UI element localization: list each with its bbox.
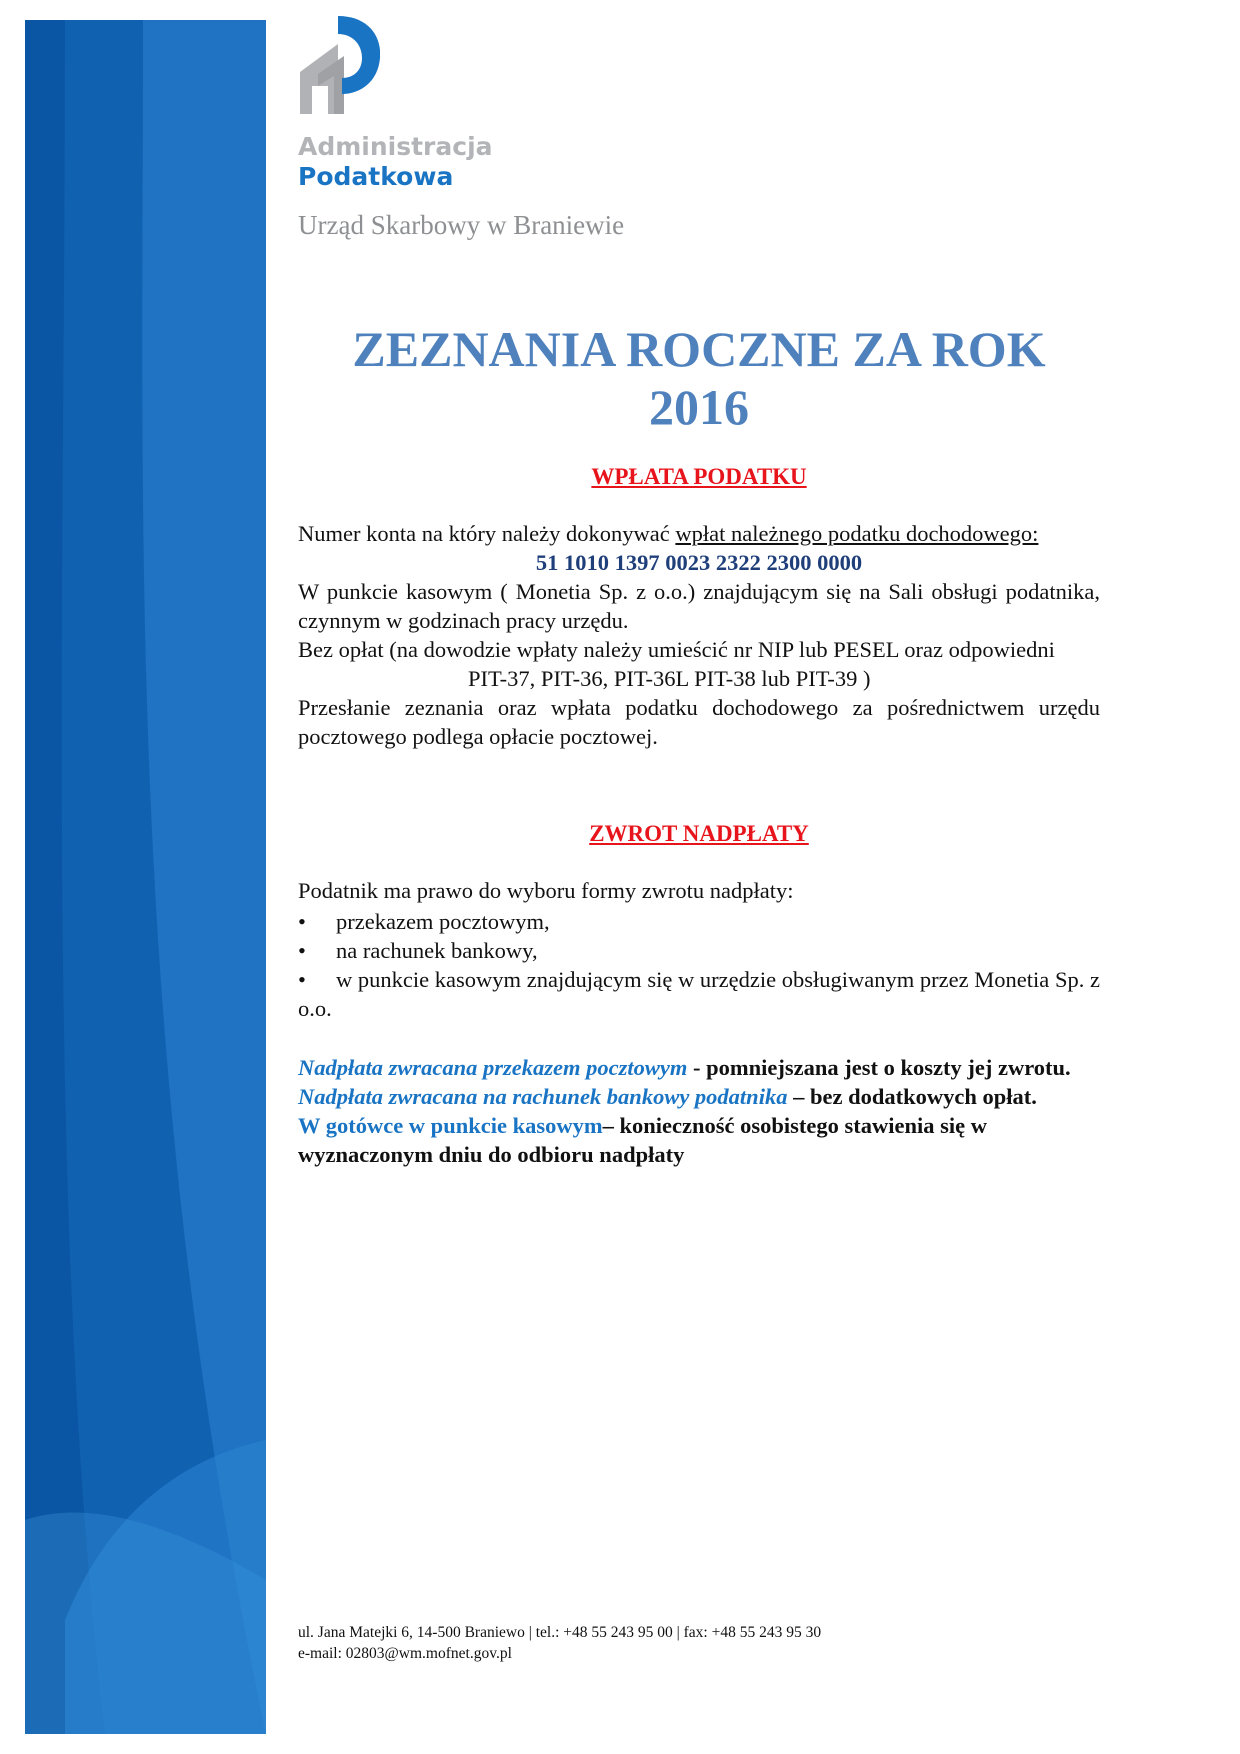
refund-note-cash-lead: W gotówce w punkcie kasowym — [298, 1113, 603, 1138]
logo-line-podatkowa: Podatkowa — [298, 162, 454, 191]
refund-note-postal-sep: - — [687, 1055, 707, 1080]
refund-note-cash-text: konieczność osobistego stawienia się w wyznaczonym dniu do odbioru nadpłaty — [298, 1113, 987, 1167]
list-item — [298, 936, 1100, 965]
payment-intro-underlined: wpłat należnego podatku dochodowego: — [675, 521, 1039, 546]
footer — [298, 1622, 821, 1664]
logo — [298, 12, 548, 202]
payment-postal-note: Przesłanie zeznania oraz wpłata podatku dochodowego za pośrednictwem urzędu pocztowego podlega opłacie pocztowej. — [298, 695, 1100, 749]
payment-cashdesk: W punkcie kasowym ( Monetia Sp. z o.o.) znajdującym się na Sali obsługi podatnika, czynnym w godzinach pracy urzędu. — [298, 579, 1100, 633]
refund-note-cash-sep: – — [602, 1113, 620, 1138]
payment-intro-text: Numer konta na który należy dokonywać — [298, 521, 670, 546]
bank-account-number: 51 1010 1397 0023 2322 2300 0000 — [535, 550, 863, 575]
refund-intro: Podatnik ma prawo do wyboru formy zwrotu nadpłaty: — [298, 878, 794, 903]
bullet-icon: • — [298, 967, 306, 992]
refund-options-list — [298, 907, 1100, 1023]
bullet-icon: • — [298, 938, 306, 963]
refund-note-bank-lead: Nadpłata zwracana na rachunek bankowy podatnika — [298, 1084, 788, 1109]
refund-heading: ZWROT NADPŁATY — [589, 821, 809, 846]
band-pattern — [25, 20, 266, 1734]
payment-intro — [298, 519, 1100, 548]
refund-note-bank-text: bez dodatkowych opłat. — [809, 1084, 1037, 1109]
payment-heading: WPŁATA PODATKU — [591, 464, 807, 489]
refund-option-cashdesk: w punkcie kasowym znajdującym się w urzędzie obsługiwanym przez Monetia Sp. z o.o. — [298, 967, 1100, 1021]
title-line-1: ZEZNANIA ROCZNE ZA ROK — [352, 321, 1046, 377]
list-item — [298, 907, 1100, 936]
refund-note-bank — [298, 1082, 1100, 1111]
logo-wordmark — [298, 132, 493, 192]
refund-note-bank-sep: – — [787, 1084, 810, 1109]
footer-address: ul. Jana Matejki 6, 14-500 Braniewo | tel.: +48 55 243 95 00 | fax: +48 55 243 95 30 — [298, 1624, 822, 1641]
logo-line-administracja: Administracja — [298, 132, 493, 161]
administracja-podatkowa-logo-icon — [298, 14, 380, 124]
refund-note-cash — [298, 1111, 1100, 1169]
refund-note-postal — [298, 1053, 1100, 1082]
list-item — [298, 965, 1100, 1023]
refund-option-bank: na rachunek bankowy, — [336, 938, 538, 963]
bullet-icon: • — [298, 909, 306, 934]
footer-email: e-mail: 02803@wm.mofnet.gov.pl — [298, 1645, 512, 1662]
payment-pit-forms: PIT-37, PIT-36, PIT-36L PIT-38 lub PIT-39 ) — [468, 666, 871, 691]
office-name: Urząd Skarbowy w Braniewie — [298, 210, 625, 240]
refund-option-postal: przekazem pocztowym, — [336, 909, 550, 934]
page-title — [298, 320, 1100, 436]
refund-note-postal-lead: Nadpłata zwracana przekazem pocztowym — [298, 1055, 688, 1080]
document-body — [298, 462, 1100, 1169]
title-line-2: 2016 — [649, 379, 749, 435]
payment-free-note: Bez opłat (na dowodzie wpłaty należy umieścić nr NIP lub PESEL oraz odpowiedni — [298, 637, 1055, 662]
refund-note-postal-text: pomniejszana jest o koszty jej zwrotu. — [706, 1055, 1071, 1080]
decorative-blue-band — [25, 20, 266, 1734]
